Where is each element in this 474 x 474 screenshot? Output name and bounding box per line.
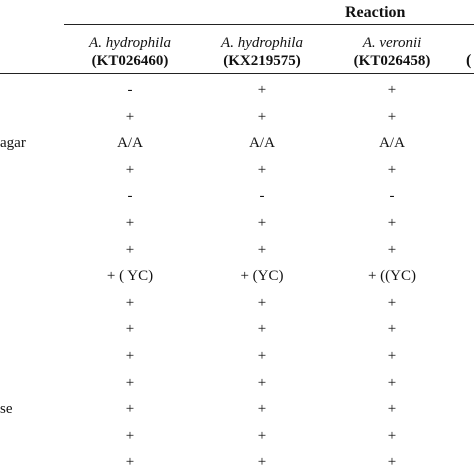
table-cell: A/A bbox=[379, 135, 405, 151]
table-cell: - bbox=[389, 188, 395, 204]
table-cell: + bbox=[125, 375, 135, 391]
table-cell: + bbox=[257, 321, 267, 337]
table-cell: + bbox=[125, 401, 135, 417]
group-header-rule bbox=[64, 24, 474, 25]
table-cell: A/A bbox=[117, 135, 143, 151]
table-cell: + bbox=[387, 109, 397, 125]
table-cell: + bbox=[257, 109, 267, 125]
column-species-1: A. hydrophila bbox=[89, 35, 171, 51]
table-cell: + bbox=[125, 162, 135, 178]
table-cell: + bbox=[387, 82, 397, 98]
table-cell: A/A bbox=[249, 135, 275, 151]
column-species-3: A. veronii bbox=[362, 35, 422, 51]
table-cell: + bbox=[387, 375, 397, 391]
table-cell: - bbox=[127, 82, 133, 98]
column-accession-1: (KT026460) bbox=[91, 53, 169, 69]
table-cell: + bbox=[125, 215, 135, 231]
table-cell: - bbox=[127, 188, 133, 204]
reaction-group-header: Reaction bbox=[345, 4, 406, 21]
header-bottom-rule bbox=[0, 73, 474, 74]
table-cell: + bbox=[257, 454, 267, 470]
table-cell: + bbox=[257, 242, 267, 258]
table-cell: + bbox=[387, 348, 397, 364]
table-cell: + bbox=[257, 215, 267, 231]
table-cell: + bbox=[387, 401, 397, 417]
column-species-2: A. hydrophila bbox=[221, 35, 303, 51]
table-cell: + bbox=[387, 242, 397, 258]
table-cell: + ((YC) bbox=[367, 268, 417, 284]
table-cell: + bbox=[257, 295, 267, 311]
table-cell: + bbox=[125, 428, 135, 444]
row-label: agar bbox=[0, 135, 26, 151]
table-cell: + ( YC) bbox=[106, 268, 154, 284]
table-cell: + bbox=[257, 375, 267, 391]
table-cell: + bbox=[125, 242, 135, 258]
table-cell: + bbox=[257, 401, 267, 417]
column-accession-4: ( bbox=[466, 52, 472, 69]
table-cell: - bbox=[259, 188, 265, 204]
table-cell: + bbox=[387, 321, 397, 337]
table-cell: + (YC) bbox=[240, 268, 284, 284]
table-cell: + bbox=[257, 82, 267, 98]
table-cell: + bbox=[387, 454, 397, 470]
table-cell: + bbox=[387, 162, 397, 178]
row-label: se bbox=[0, 401, 13, 417]
table-cell: + bbox=[125, 454, 135, 470]
column-accession-2: (KX219575) bbox=[223, 53, 301, 69]
table-cell: + bbox=[257, 428, 267, 444]
table-cell: + bbox=[125, 109, 135, 125]
table-cell: + bbox=[125, 295, 135, 311]
table-cell: + bbox=[387, 215, 397, 231]
column-accession-3: (KT026458) bbox=[353, 53, 431, 69]
table-cell: + bbox=[257, 162, 267, 178]
table-cell: + bbox=[257, 348, 267, 364]
table-cell: + bbox=[387, 428, 397, 444]
table-cell: + bbox=[125, 321, 135, 337]
table-cell: + bbox=[125, 348, 135, 364]
table-cell: + bbox=[387, 295, 397, 311]
